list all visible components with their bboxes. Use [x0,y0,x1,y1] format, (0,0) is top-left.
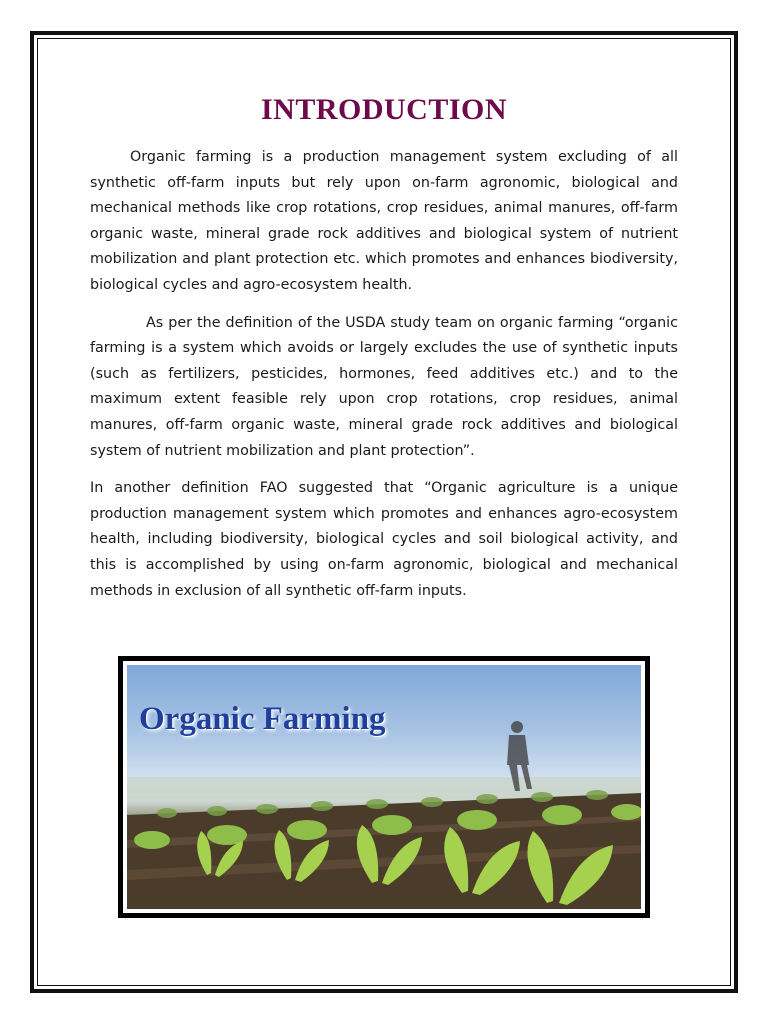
farm-field-photo [127,665,641,909]
photo-caption: Organic Farming [139,701,386,737]
body-text [90,145,678,616]
figure-frame [118,656,650,918]
paragraph-3: In another definition FAO suggested that “Organic agriculture is a unique production management system which promotes and enhances agro-ecosystem health, including biodiversity, biological cycles and soil biological activity, and this is accomplished by using on-farm agronomic, biological and mechanical methods in exclusion of all synthetic off-farm inputs. [90,480,678,599]
paragraph-1: Organic farming is a production management system excluding of all synthetic off-farm inputs but rely upon on-farm agronomic, biological and mechanical methods like crop rotations, crop residues, animal manures, off-farm organic waste, mineral grade rock additives and biological system of nutrient mobilization and plant protection etc. which promotes and enhances biodiversity, biological cycles and agro-ecosystem health. [90,149,678,293]
page-title: INTRODUCTION [260,93,508,126]
figure-mat [123,661,645,913]
paragraph-2: As per the definition of the USDA study team on organic farming “organic farming is a system which avoids or largely excludes the use of synthetic inputs (such as fertilizers, pesticides, hormones, feed additives etc.) and to the maximum extent feasible rely upon crop rotations, crop residues, animal manures, off-farm organic waste, mineral grade rock additives and biological system of nutrient mobilization and plant protection”. [90,314,678,459]
horizon-haze [127,777,641,799]
